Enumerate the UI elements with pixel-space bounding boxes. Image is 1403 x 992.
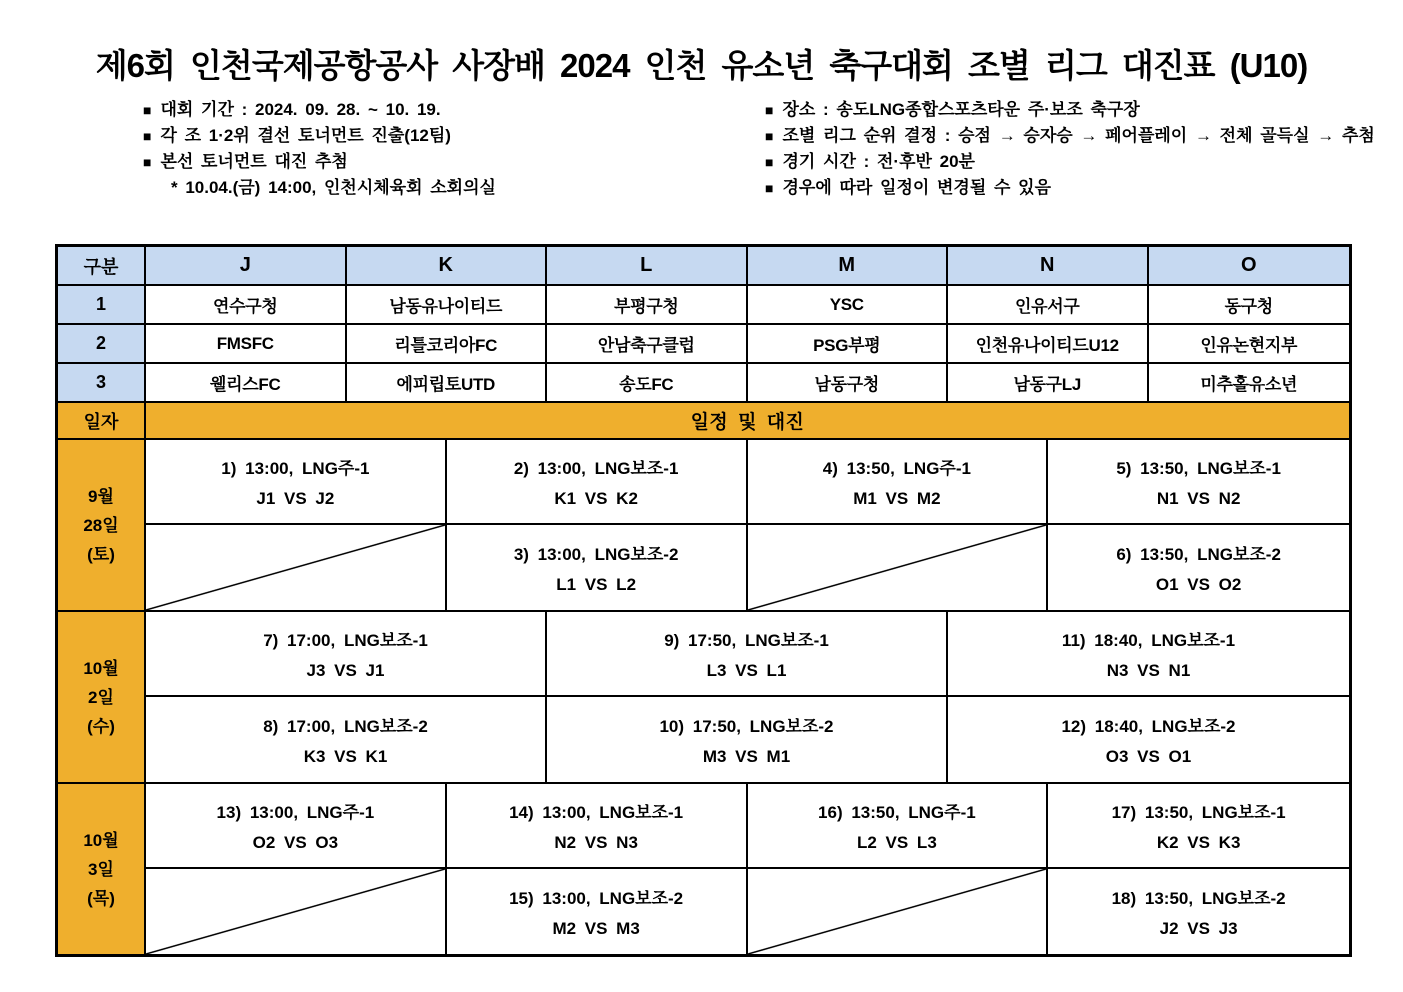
match-pairing: N3 VS N1 (1106, 661, 1191, 680)
match-cell (1048, 440, 1349, 525)
matches-grid (146, 612, 1349, 782)
header-corner: 구분 (58, 247, 146, 286)
bullet-square-icon: ■ (143, 154, 152, 170)
date-line: 28일 (83, 515, 119, 535)
group-header-J: J (146, 247, 347, 286)
date-cell (58, 440, 146, 610)
bullet-square-icon: ■ (143, 102, 152, 118)
date-line: (목) (87, 888, 115, 908)
match-info: 2) 13:00, LNG보조-1 (513, 459, 679, 478)
schedule-block-sep28 (58, 440, 1349, 612)
match-cell (146, 697, 547, 782)
match-info: 15) 13:00, LNG보조-2 (509, 889, 684, 908)
info-item (143, 97, 496, 123)
match-info: 14) 13:00, LNG보조-1 (509, 803, 684, 822)
match-info: 8) 17:00, LNG보조-2 (263, 717, 428, 736)
info-item (765, 175, 1375, 201)
match-pairing: M1 VS M2 (853, 489, 941, 508)
match-cell (748, 784, 1049, 869)
match-cell (447, 440, 748, 525)
diagonal-strike-cell (146, 525, 447, 610)
info-text: 대회 기간 : 2024. 09. 28. ~ 10. 19. (160, 100, 441, 119)
match-info: 6) 13:50, LNG보조-2 (1116, 545, 1281, 564)
match-info: 11) 18:40, LNG보조-1 (1061, 631, 1236, 650)
team-cell: 인유서구 (948, 286, 1149, 325)
match-pairing: K3 VS K1 (303, 747, 388, 766)
date-line: (토) (87, 544, 115, 564)
match-info: 5) 13:50, LNG보조-1 (1116, 459, 1281, 478)
team-cell: 동구청 (1149, 286, 1350, 325)
match-pairing: M2 VS M3 (552, 919, 640, 938)
match-cell (1048, 784, 1349, 869)
match-info: 18) 13:50, LNG보조-2 (1111, 889, 1286, 908)
match-info: 7) 17:00, LNG보조-1 (263, 631, 428, 650)
match-cell (146, 784, 447, 869)
match-cell (1048, 869, 1349, 954)
bullet-square-icon: ■ (765, 154, 774, 170)
match-info: 1) 13:00, LNG주-1 (221, 459, 370, 478)
schedule-block-oct2 (58, 612, 1349, 784)
team-cell: 부평구청 (547, 286, 748, 325)
group-header-M: M (748, 247, 949, 286)
page-title: 제6회 인천국제공항공사 사장배 2024 인천 유소년 축구대회 조별 리그 대진표 (U10) (95, 47, 1308, 84)
match-pairing: J3 VS J1 (306, 661, 385, 680)
info-text: 경우에 따라 일정이 변경될 수 있음 (782, 178, 1051, 197)
seed-row-label: 1 (58, 286, 146, 325)
bullet-square-icon: ■ (765, 180, 774, 196)
diagonal-strike-cell (748, 525, 1049, 610)
match-cell (146, 612, 547, 697)
match-info: 13) 13:00, LNG주-1 (216, 803, 375, 822)
schedule-block-oct3 (58, 784, 1349, 954)
team-cell: 인천유나이티드U12 (948, 325, 1149, 364)
seed-row-label: 2 (58, 325, 146, 364)
match-pairing: M3 VS M1 (702, 747, 791, 766)
schedule-banner: 일정 및 대진 (146, 403, 1349, 440)
date-line: (수) (87, 716, 115, 736)
team-cell: 리틀코리아FC (347, 325, 548, 364)
match-pairing: O2 VS O3 (252, 833, 339, 852)
info-item (143, 123, 496, 149)
team-cell: 송도FC (547, 364, 748, 403)
team-cell: 남동유나이티드 (347, 286, 548, 325)
seed-row-label: 3 (58, 364, 146, 403)
matches-grid (146, 440, 1349, 610)
group-header-N: N (948, 247, 1149, 286)
info-text: 경기 시간 : 전·후반 20분 (782, 152, 975, 171)
diagonal-strike-cell (748, 869, 1049, 954)
team-cell: 에피립토UTD (347, 364, 548, 403)
info-item (765, 149, 1375, 175)
match-cell (547, 612, 948, 697)
info-subnote: * 10.04.(금) 14:00, 인천시체육회 소회의실 (171, 178, 496, 197)
team-cell: 연수구청 (146, 286, 347, 325)
match-pairing: O1 VS O2 (1155, 575, 1242, 594)
date-cell (58, 612, 146, 782)
match-info: 10) 17:50, LNG보조-2 (659, 717, 834, 736)
match-cell (1048, 525, 1349, 610)
match-info: 12) 18:40, LNG보조-2 (1061, 717, 1236, 736)
match-pairing: J1 VS J2 (256, 489, 335, 508)
match-cell (948, 612, 1349, 697)
match-info: 17) 13:50, LNG보조-1 (1111, 803, 1286, 822)
bullet-square-icon: ■ (765, 102, 774, 118)
match-cell (547, 697, 948, 782)
info-right-column (765, 97, 1375, 201)
info-text: 각 조 1·2위 결선 토너먼트 진출(12팀) (160, 126, 451, 145)
group-header-K: K (347, 247, 548, 286)
match-pairing: N1 VS N2 (1156, 489, 1241, 508)
match-cell (447, 525, 748, 610)
info-item (765, 123, 1375, 149)
match-pairing: O3 VS O1 (1105, 747, 1192, 766)
match-info: 16) 13:50, LNG주-1 (818, 803, 976, 822)
match-info: 3) 13:00, LNG보조-2 (513, 545, 679, 564)
match-pairing: J2 VS J3 (1159, 919, 1238, 938)
groups-grid (58, 247, 1349, 440)
date-line: 9월 (88, 486, 114, 506)
date-cell (58, 784, 146, 954)
group-header-O: O (1149, 247, 1350, 286)
match-pairing: L2 VS L3 (856, 833, 937, 852)
match-pairing: K2 VS K3 (1156, 833, 1241, 852)
match-cell (948, 697, 1349, 782)
match-info: 4) 13:50, LNG주-1 (822, 459, 971, 478)
matches-grid (146, 784, 1349, 954)
match-pairing: L1 VS L2 (556, 575, 637, 594)
match-cell (146, 440, 447, 525)
date-column-header: 일자 (58, 403, 146, 440)
bullet-square-icon: ■ (143, 128, 152, 144)
match-cell (748, 440, 1049, 525)
match-pairing: L3 VS L1 (706, 661, 787, 680)
diagonal-strike-cell (146, 869, 447, 954)
team-cell: 안남축구클럽 (547, 325, 748, 364)
team-cell: 인유논현지부 (1149, 325, 1350, 364)
team-cell: 남동구청 (748, 364, 949, 403)
date-line: 2일 (88, 687, 114, 707)
team-cell: YSC (748, 286, 949, 325)
bullet-square-icon: ■ (765, 128, 774, 144)
info-item (765, 97, 1375, 123)
team-cell: FMSFC (146, 325, 347, 364)
team-cell: PSG부평 (748, 325, 949, 364)
info-text: 본선 토너먼트 대진 추첨 (160, 152, 348, 171)
team-cell: 미추홀유소년 (1149, 364, 1350, 403)
match-pairing: N2 VS N3 (554, 833, 638, 852)
info-item (143, 149, 496, 175)
team-cell: 웰리스FC (146, 364, 347, 403)
info-text: 조별 리그 순위 결정 : 승점 → 승자승 → 페어플레이 → 전체 골득실 → 추첨 (782, 126, 1375, 145)
date-line: 3일 (88, 859, 114, 879)
tournament-table (55, 244, 1352, 957)
info-text: 장소 : 송도LNG종합스포츠타운 주·보조 축구장 (782, 100, 1140, 119)
match-cell (447, 869, 748, 954)
team-cell: 남동구LJ (948, 364, 1149, 403)
info-left-column (143, 97, 496, 200)
date-line: 10월 (83, 830, 119, 850)
date-line: 10월 (83, 658, 119, 678)
match-pairing: K1 VS K2 (554, 489, 638, 508)
match-cell (447, 784, 748, 869)
group-header-L: L (547, 247, 748, 286)
match-info: 9) 17:50, LNG보조-1 (664, 631, 829, 650)
